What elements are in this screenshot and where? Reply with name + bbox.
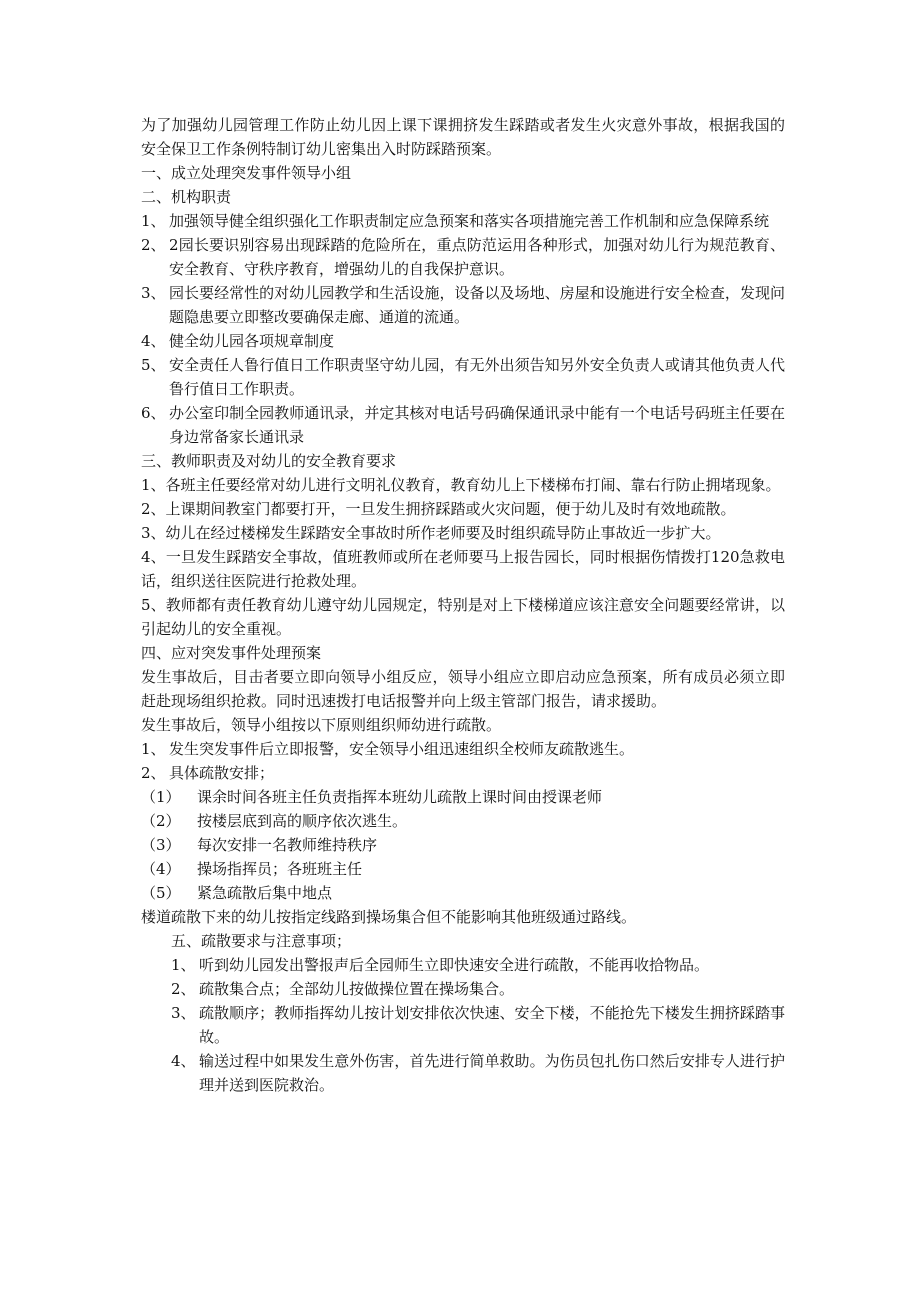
- item-text: 安全责任人鲁行值日工作职责坚守幼儿园，有无外出须告知另外安全负责人或请其他负责人代鲁行值日工作职责。: [169, 356, 785, 398]
- item-text: 健全幼儿园各项规章制度: [169, 332, 335, 350]
- item-text: 输送过程中如果发生意外伤害，首先进行简单救助。为伤员包扎伤口然后安排专人进行护理并送到医院救治。: [199, 1052, 785, 1094]
- subitem-text: 按楼层底到高的顺序依次逃生。: [197, 812, 408, 830]
- item-number: 4、: [171, 1052, 196, 1070]
- section-1-heading: 一、成立处理突发事件领导小组: [141, 164, 352, 182]
- section-4-heading: 四、应对突发事件处理预案: [141, 644, 322, 662]
- item-number: 1、: [141, 740, 166, 758]
- section-2-item: [141, 401, 785, 449]
- section-2-heading: 二、机构职责: [141, 188, 232, 206]
- section-5-item: [171, 953, 785, 977]
- section-5-item: [171, 1001, 785, 1049]
- section-2-item: [141, 353, 785, 401]
- section-3-heading: 三、教师职责及对幼儿的安全教育要求: [141, 452, 397, 470]
- section-4-subitem: [141, 857, 785, 881]
- section-3-item: 5、教师都有责任教育幼儿遵守幼儿园规定，特别是对上下楼梯道应该注意安全问题要经常讲，以引起幼儿的安全重视。: [141, 596, 785, 638]
- item-number: 6、: [141, 404, 166, 422]
- section-4-subitem: [141, 785, 785, 809]
- item-number: 2、: [141, 236, 166, 254]
- subitem-number: （3）: [141, 836, 181, 854]
- document-body: [141, 113, 785, 1097]
- section-3-item: 2、上课期间教室门都要打开，一旦发生拥挤踩踏或火灾问题，便于幼儿及时有效地疏散。: [141, 500, 736, 518]
- item-text: 加强领导健全组织强化工作职责制定应急预案和落实各项措施完善工作机制和应急保障系统: [169, 212, 770, 230]
- section-3-item: 3、幼儿在经过楼梯发生踩踏安全事故时所作老师要及时组织疏导防止事故近一步扩大。: [141, 524, 721, 542]
- section-5-item: [171, 977, 785, 1001]
- section-4-paragraph: 楼道疏散下来的幼儿按指定线路到操场集合但不能影响其他班级通过路线。: [141, 908, 637, 926]
- item-text: 具体疏散安排；: [169, 764, 275, 782]
- section-2-item: [141, 233, 785, 281]
- section-2-item: [141, 329, 785, 353]
- item-number: 3、: [141, 284, 166, 302]
- subitem-number: （1）: [141, 788, 181, 806]
- item-text: 发生突发事件后立即报警，安全领导小组迅速组织全校师友疏散逃生。: [169, 740, 635, 758]
- section-2-item: [141, 209, 785, 233]
- item-number: 3、: [171, 1004, 196, 1022]
- item-text: 园长要经常性的对幼儿园教学和生活设施，设备以及场地、房屋和设施进行安全检查，发现问题隐患要立即整改要确保走廊、通道的流通。: [169, 284, 785, 326]
- intro-paragraph: 为了加强幼儿园管理工作防止幼儿因上课下课拥挤发生踩踏或者发生火灾意外事故，根据我国的安全保卫工作条例特制订幼儿密集出入时防踩踏预案。: [141, 116, 785, 158]
- item-number: 2、: [141, 764, 166, 782]
- section-4-paragraph: 发生事故后，领导小组按以下原则组织师幼进行疏散。: [141, 716, 502, 734]
- section-5-heading: 五、疏散要求与注意事项；: [171, 932, 352, 950]
- section-3-item: 1、各班主任要经常对幼儿进行文明礼仪教育，教育幼儿上下楼梯布打闹、靠右行防止拥堵现象。: [141, 476, 781, 494]
- section-3-item: 4、一旦发生踩踏安全事故，值班教师或所在老师要马上报告园长，同时根据伤情拨打120急救电话，组织送往医院进行抢救处理。: [141, 548, 785, 590]
- item-number: 2、: [171, 980, 196, 998]
- section-4-paragraph: 发生事故后，目击者要立即向领导小组反应，领导小组应立即启动应急预案，所有成员必须立即赶赴现场组织抢救。同时迅速拨打电话报警并向上级主管部门报告，请求援助。: [141, 668, 785, 710]
- item-text: 疏散集合点；全部幼儿按做操位置在操场集合。: [199, 980, 515, 998]
- item-text: 2园长要识别容易出现踩踏的危险所在，重点防范运用各种形式，加强对幼儿行为规范教育、安全教育、守秩序教育，增强幼儿的自我保护意识。: [169, 236, 785, 278]
- section-4-subitem: [141, 833, 785, 857]
- subitem-text: 操场指挥员；各班班主任: [197, 860, 363, 878]
- subitem-text: 课余时间各班主任负责指挥本班幼儿疏散上课时间由授课老师: [197, 788, 603, 806]
- subitem-text: 每次安排一名教师维持秩序: [197, 836, 378, 854]
- item-number: 1、: [171, 956, 196, 974]
- section-4-item: [141, 737, 785, 761]
- item-number: 5、: [141, 356, 166, 374]
- subitem-number: （4）: [141, 860, 181, 878]
- item-number: 4、: [141, 332, 166, 350]
- section-4-subitem: [141, 881, 785, 905]
- item-number: 1、: [141, 212, 166, 230]
- section-4-item: [141, 761, 785, 785]
- subitem-number: （2）: [141, 812, 181, 830]
- subitem-number: （5）: [141, 884, 181, 902]
- item-text: 办公室印制全园教师通讯录，并定其核对电话号码确保通讯录中能有一个电话号码班主任要在身边常备家长通讯录: [169, 404, 785, 446]
- item-text: 疏散顺序；教师指挥幼儿按计划安排依次快速、安全下楼，不能抢先下楼发生拥挤踩踏事故。: [199, 1004, 785, 1046]
- section-4-subitem: [141, 809, 785, 833]
- subitem-text: 紧急疏散后集中地点: [197, 884, 333, 902]
- section-5: [141, 929, 785, 1097]
- section-2-item: [141, 281, 785, 329]
- item-text: 听到幼儿园发出警报声后全园师生立即快速安全进行疏散，不能再收拾物品。: [199, 956, 710, 974]
- section-5-item: [171, 1049, 785, 1097]
